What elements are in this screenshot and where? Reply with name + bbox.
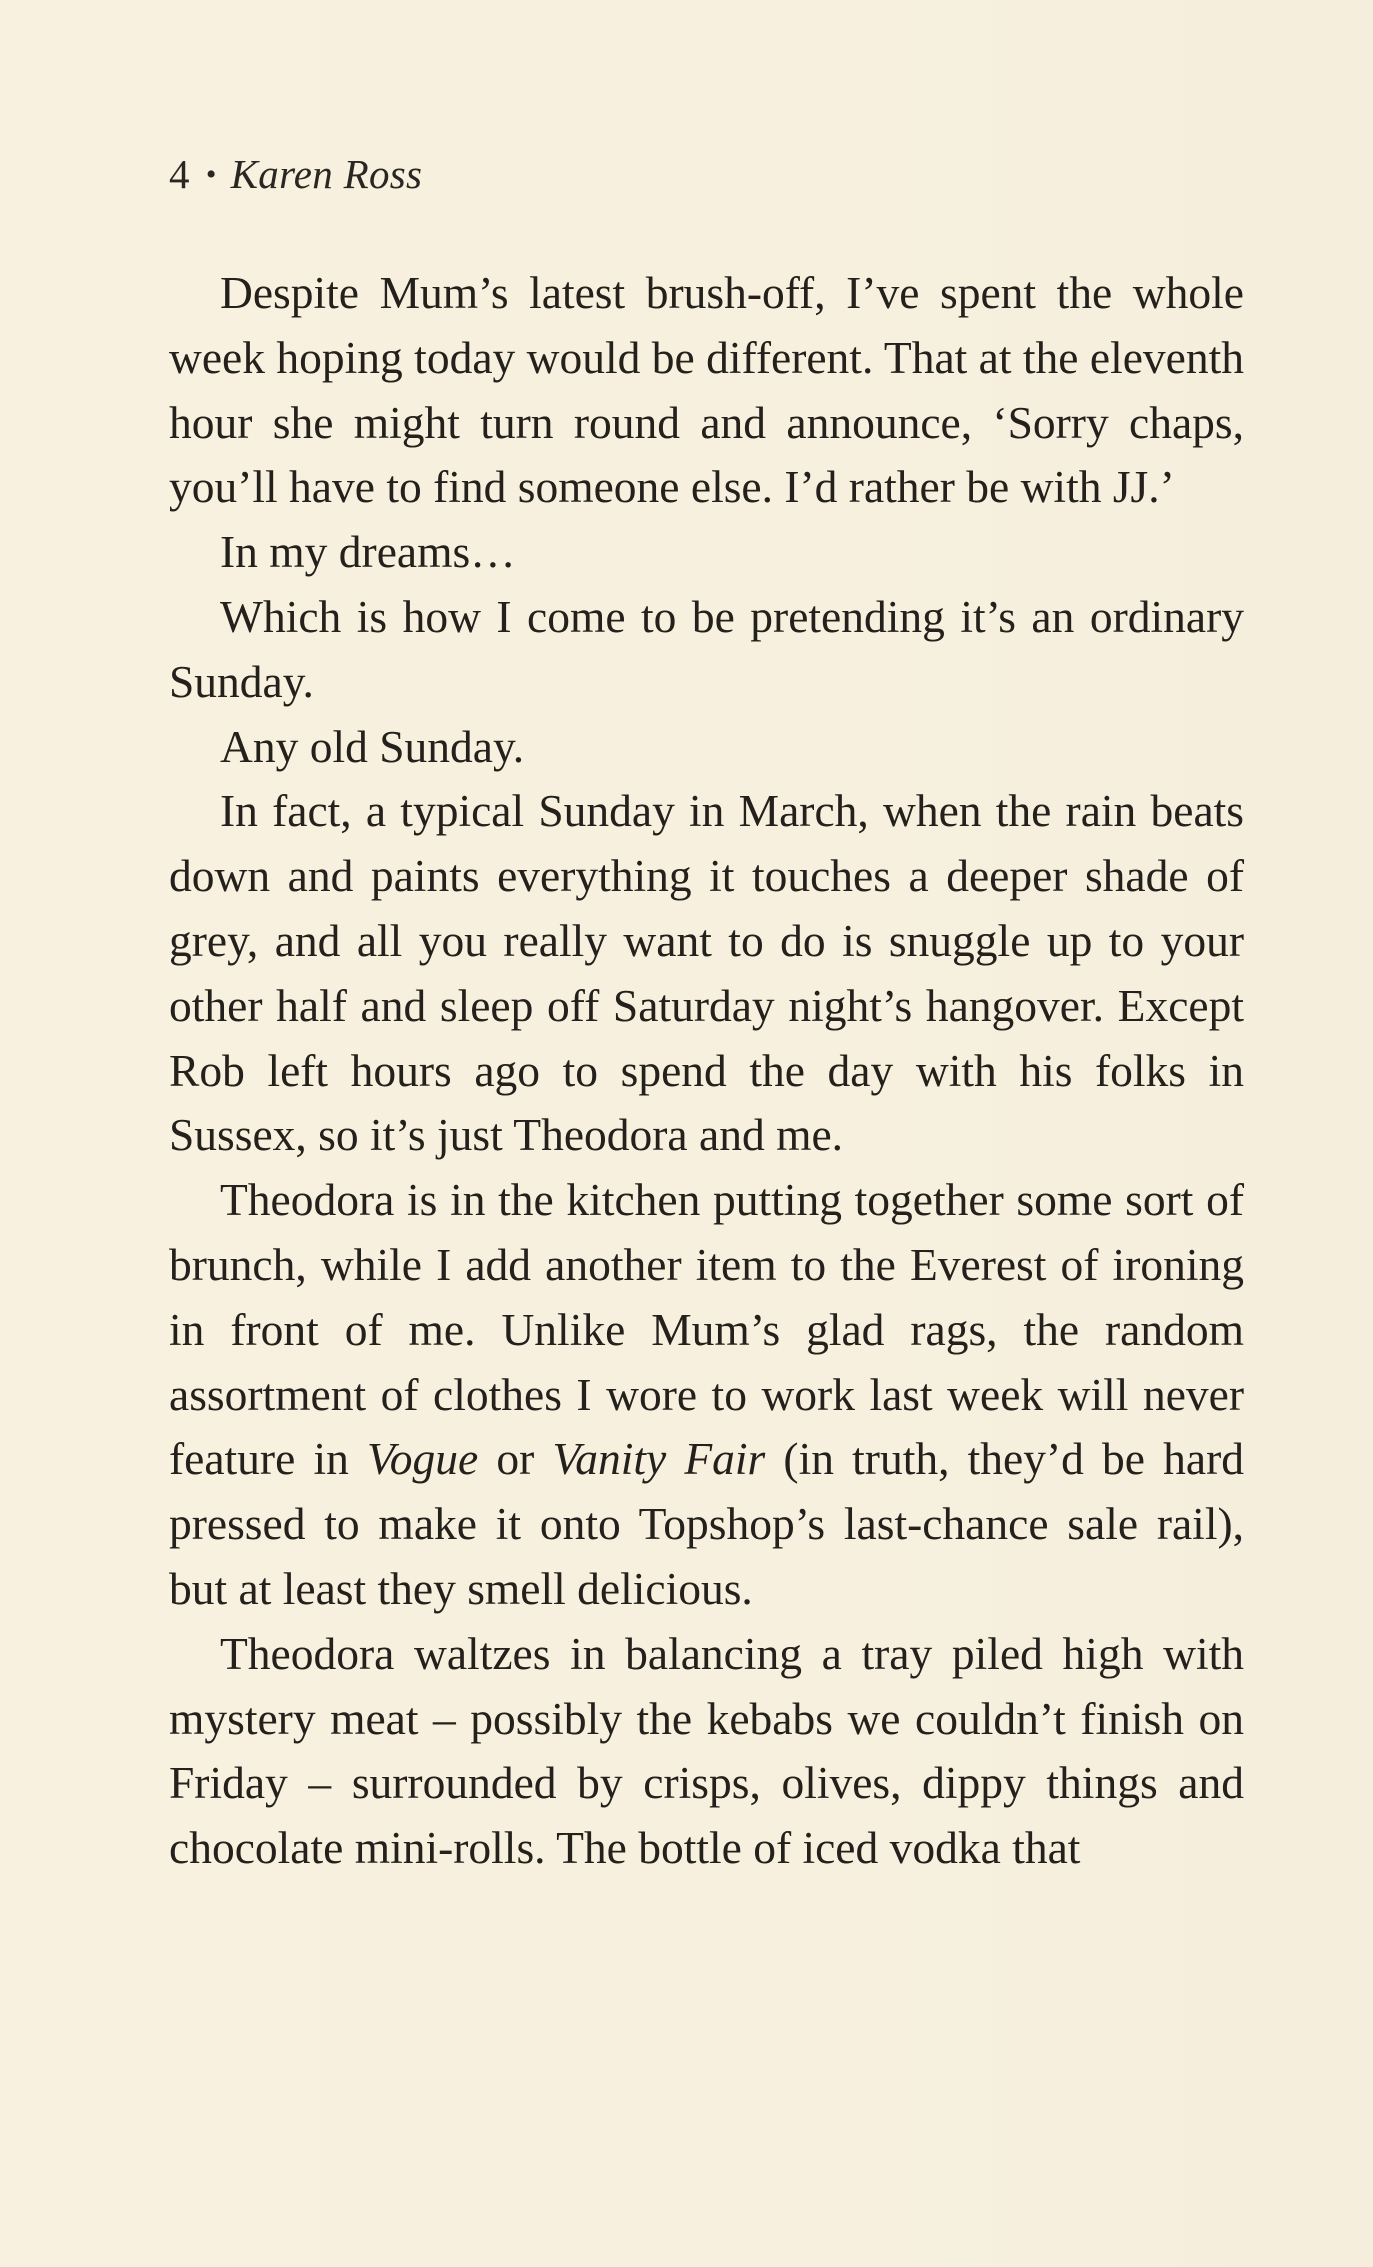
text-run: In fact, a typical Sunday in March, when the rain beats down and paints everything it touches a deeper shade of grey, and all you really want to do is snuggle up to your other half and sleep off Saturday night’s hangover. Except Rob left hours ago to spend the day with his folks in Sussex, so it’s just Theodora and me. [169,785,1244,1161]
paragraph [169,779,1244,1168]
text-run: Theodora waltzes in balancing a tray piled high with mystery meat – possibly the kebabs we couldn’t finish on Friday – surrounded by crisps, olives, dippy things and chocolate mini-rolls. The bottle of iced vodka that [169,1627,1244,1874]
text-run: In my dreams… [220,526,516,578]
paragraph [169,520,1244,585]
magazine-title-vanity-fair: Vanity Fair [552,1433,766,1485]
magazine-title-vogue: Vogue [367,1433,479,1485]
text-run: Which is how I come to be pretending it’s an ordinary Sunday. [169,590,1244,707]
running-head [169,150,422,198]
body-text [169,261,1244,1881]
page-number: 4 [169,151,190,197]
text-run: Any old Sunday. [220,720,525,772]
text-run: Theodora is in the kitchen putting together some sort of brunch, while I add another item to the Everest of ironing in front of me. Unlike Mum’s glad rags, the random assortment of clothes I wore to work last week will never feature in [169,1174,1244,1485]
paragraph [169,1168,1244,1622]
text-run: (in truth, they’d be hard pressed to make it onto Topshop’s last-chance sale rail), but at least they smell delicious. [169,1433,1245,1614]
text-run: or [478,1433,553,1485]
author-name: Karen Ross [230,151,423,197]
text-run: Despite Mum’s latest brush-off, I’ve spent the whole week hoping today would be different. That at the eleventh hour she might turn round and announce, ‘Sorry chaps, you’ll have to find someone else. I’d rather be with JJ.’ [169,267,1244,513]
paragraph [169,585,1244,715]
paragraph [169,1622,1244,1881]
paragraph [169,261,1244,520]
paragraph [169,715,1244,780]
bullet-separator: • [205,158,217,191]
